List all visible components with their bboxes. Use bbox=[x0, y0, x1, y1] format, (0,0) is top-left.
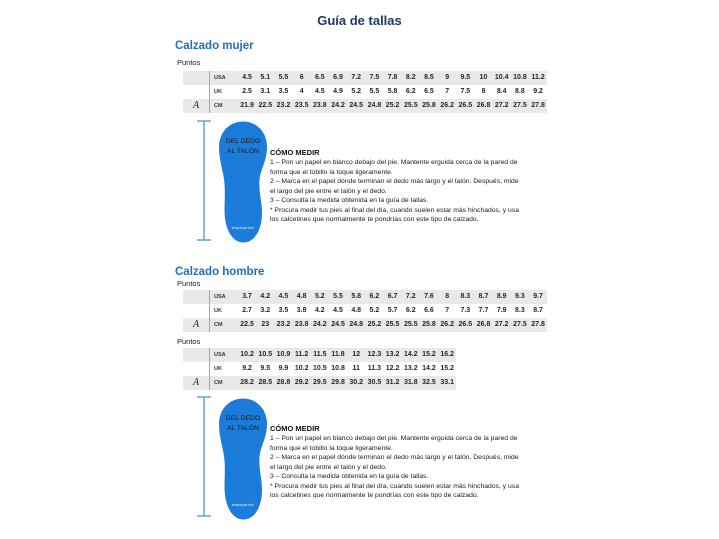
size-value: 31.2 bbox=[385, 379, 400, 386]
table-row bbox=[183, 376, 456, 390]
size-value: 30.2 bbox=[349, 379, 364, 386]
size-value: 3.1 bbox=[260, 88, 271, 95]
unit-label: UK bbox=[209, 85, 238, 99]
size-value: 27.8 bbox=[531, 102, 545, 109]
how-to-measure-title: CÓMO MEDIR bbox=[270, 424, 320, 433]
size-value: 4.9 bbox=[333, 88, 343, 95]
section-heading-men: Calzado hombre bbox=[175, 266, 265, 278]
size-value: 29.2 bbox=[294, 379, 309, 386]
size-value: 25.5 bbox=[403, 321, 418, 328]
size-value: 6.2 bbox=[405, 307, 416, 314]
footprint-measure-label bbox=[214, 137, 272, 156]
size-value: 12.2 bbox=[385, 365, 400, 372]
size-value: 11.8 bbox=[331, 351, 345, 358]
men-size-table-large bbox=[183, 348, 456, 390]
size-value: 9.9 bbox=[278, 365, 289, 372]
size-value: 8 bbox=[481, 88, 486, 95]
size-value: 26.8 bbox=[476, 321, 491, 328]
page-title: Guía de tallas bbox=[317, 13, 402, 28]
size-value: 26.8 bbox=[476, 102, 491, 109]
size-value: 6.5 bbox=[424, 88, 434, 95]
size-value: 24.2 bbox=[331, 102, 345, 109]
size-value: 24.8 bbox=[349, 321, 364, 328]
men-size-table-small bbox=[183, 290, 547, 332]
size-value: 8.7 bbox=[533, 307, 543, 314]
size-value: 5.8 bbox=[351, 293, 362, 300]
size-value: 23.5 bbox=[294, 102, 309, 109]
size-value: 9 bbox=[445, 74, 450, 81]
size-value: 14.2 bbox=[403, 351, 418, 358]
size-value: 9.3 bbox=[515, 293, 525, 300]
size-value: 28.5 bbox=[258, 379, 273, 386]
table-row bbox=[183, 362, 456, 376]
size-value: 21.9 bbox=[240, 102, 254, 109]
table-row bbox=[183, 71, 547, 85]
unit-label: USA bbox=[209, 71, 238, 85]
size-value: 22.5 bbox=[258, 102, 273, 109]
size-value: 5.5 bbox=[333, 293, 343, 300]
size-value: 7.6 bbox=[424, 293, 434, 300]
measure-a-label bbox=[183, 362, 209, 376]
size-value: 10.2 bbox=[240, 351, 254, 358]
unit-label: USA bbox=[209, 348, 238, 362]
size-value: 27.2 bbox=[494, 321, 509, 328]
size-value: 4.2 bbox=[260, 293, 271, 300]
size-value: 12.3 bbox=[367, 351, 382, 358]
size-value: 9.5 bbox=[260, 365, 271, 372]
text-line: AL TALÓN bbox=[227, 147, 259, 155]
unit-label: UK bbox=[209, 362, 238, 376]
size-value: 16.2 bbox=[440, 351, 454, 358]
size-value: 8.8 bbox=[515, 88, 525, 95]
text-line: DEL DEDO bbox=[225, 415, 261, 422]
size-value: 26.2 bbox=[440, 102, 454, 109]
unit-label: CM bbox=[209, 318, 238, 332]
women-size-table bbox=[183, 71, 547, 113]
how-to-measure-block bbox=[270, 148, 524, 225]
size-value: 8.3 bbox=[515, 307, 525, 314]
unit-label: USA bbox=[209, 290, 238, 304]
size-value: 10.2 bbox=[294, 365, 309, 372]
size-value: 29.5 bbox=[313, 379, 327, 386]
size-value: 7.9 bbox=[496, 307, 507, 314]
puntos-label: Puntos bbox=[177, 58, 201, 67]
size-value: 8.3 bbox=[460, 293, 471, 300]
size-value: 5.8 bbox=[387, 88, 398, 95]
size-value: 8.7 bbox=[478, 293, 489, 300]
size-value: 27.2 bbox=[494, 102, 509, 109]
size-value: 30.5 bbox=[367, 379, 382, 386]
measure-a-label: A bbox=[192, 319, 200, 330]
size-value: 8.2 bbox=[405, 74, 416, 81]
size-value: 7.2 bbox=[405, 293, 416, 300]
size-value: 8 bbox=[445, 293, 450, 300]
size-value: 26.2 bbox=[440, 321, 454, 328]
size-value: 7.5 bbox=[460, 88, 471, 95]
table-row bbox=[183, 99, 547, 113]
size-value: 3.2 bbox=[260, 307, 271, 314]
size-value: 23.2 bbox=[276, 102, 291, 109]
size-value: 12 bbox=[352, 351, 361, 358]
size-value: 3.5 bbox=[278, 307, 289, 314]
size-value: 11 bbox=[352, 365, 360, 372]
size-value: 31.8 bbox=[403, 379, 418, 386]
size-value: 23.8 bbox=[294, 321, 309, 328]
size-value: 25.5 bbox=[385, 321, 400, 328]
size-value: 8.5 bbox=[424, 74, 434, 81]
size-value: 6.5 bbox=[314, 74, 325, 81]
size-value: 3.5 bbox=[278, 88, 289, 95]
size-value: 10 bbox=[479, 74, 488, 81]
measure-a-label: A bbox=[192, 377, 200, 388]
size-value: 4.8 bbox=[351, 307, 362, 314]
brand-logo: deporprivé bbox=[232, 502, 254, 507]
measure-a-label bbox=[183, 304, 209, 318]
size-value: 7.8 bbox=[387, 74, 398, 81]
size-value: 13.2 bbox=[385, 351, 400, 358]
text-line: * Procura medir tus pies al final del día, cuando suelen estar más hinchados, y usa los calcetines que normalmente te pondrías con este tipo de calzado. bbox=[270, 482, 519, 499]
measure-a-label: A bbox=[192, 100, 200, 111]
size-value: 7 bbox=[445, 88, 450, 95]
size-value: 9.2 bbox=[533, 88, 543, 95]
measurement-line-icon bbox=[196, 396, 212, 517]
size-value: 6 bbox=[299, 74, 304, 81]
measure-a-label bbox=[183, 85, 209, 99]
size-value: 6.2 bbox=[369, 293, 380, 300]
size-value: 9.5 bbox=[460, 74, 471, 81]
size-value: 9.7 bbox=[533, 293, 543, 300]
size-value: 33.1 bbox=[440, 379, 454, 386]
text-line: DEL DEDO bbox=[225, 138, 261, 145]
size-value: 3.8 bbox=[296, 307, 307, 314]
puntos-label: Puntos bbox=[177, 337, 201, 346]
size-value: 23.8 bbox=[313, 102, 327, 109]
footprint-measure-label bbox=[214, 414, 272, 433]
size-value: 14.2 bbox=[422, 365, 436, 372]
size-value: 22.5 bbox=[240, 321, 254, 328]
size-value: 27.5 bbox=[513, 102, 527, 109]
size-value: 25.8 bbox=[422, 321, 436, 328]
size-value: 6.9 bbox=[333, 74, 343, 81]
size-value: 24.8 bbox=[367, 102, 382, 109]
how-to-measure-steps bbox=[270, 434, 524, 501]
size-value: 10.4 bbox=[494, 74, 509, 81]
size-value: 13.2 bbox=[403, 365, 418, 372]
size-value: 2.7 bbox=[242, 307, 252, 314]
how-to-measure-block bbox=[270, 424, 524, 501]
size-value: 10.5 bbox=[258, 351, 273, 358]
size-value: 32.5 bbox=[422, 379, 436, 386]
size-value: 10.8 bbox=[513, 74, 527, 81]
size-value: 9.2 bbox=[242, 365, 252, 372]
size-value: 11.5 bbox=[313, 351, 327, 358]
size-value: 25.2 bbox=[367, 321, 382, 328]
size-value: 5.5 bbox=[369, 88, 380, 95]
how-to-measure-steps bbox=[270, 158, 524, 225]
size-value: 5.2 bbox=[369, 307, 380, 314]
brand-logo: deporprivé bbox=[232, 225, 254, 230]
table-row bbox=[183, 85, 547, 99]
text-line: 3 – Consulta la medida obtenida en la guía de tallas. bbox=[270, 473, 429, 480]
table-row bbox=[183, 290, 547, 304]
size-value: 29.8 bbox=[331, 379, 345, 386]
size-value: 10.5 bbox=[313, 365, 327, 372]
size-value: 8.9 bbox=[496, 293, 507, 300]
footprint-diagram bbox=[214, 121, 272, 241]
unit-label: UK bbox=[209, 304, 238, 318]
size-value: 5.5 bbox=[278, 74, 289, 81]
unit-label: CM bbox=[209, 99, 238, 113]
size-value: 7 bbox=[445, 307, 450, 314]
size-value: 4.8 bbox=[296, 293, 307, 300]
size-value: 6.7 bbox=[387, 293, 398, 300]
text-line: AL TALÓN bbox=[227, 424, 259, 432]
size-value: 10.9 bbox=[276, 351, 291, 358]
how-to-measure-title: CÓMO MEDIR bbox=[270, 148, 320, 157]
size-value: 7.7 bbox=[478, 307, 489, 314]
section-heading-women: Calzado mujer bbox=[175, 40, 254, 52]
size-value: 28.8 bbox=[276, 379, 291, 386]
size-value: 11.2 bbox=[531, 74, 545, 81]
measure-a-label bbox=[183, 71, 209, 85]
size-value: 26.5 bbox=[458, 102, 473, 109]
measure-a-label bbox=[183, 348, 209, 362]
size-value: 2.5 bbox=[242, 88, 252, 95]
size-value: 5.7 bbox=[387, 307, 398, 314]
puntos-label: Puntos bbox=[177, 279, 201, 288]
size-value: 26.5 bbox=[458, 321, 473, 328]
size-value: 23 bbox=[261, 321, 270, 328]
size-value: 7.2 bbox=[351, 74, 362, 81]
table-row bbox=[183, 304, 547, 318]
size-value: 10.8 bbox=[331, 365, 345, 372]
table-row bbox=[183, 318, 547, 332]
text-line: 2 – Marca en el papel dónde terminan el dedo más largo y el talón. Después, mide el largo del pie entre el talón y el dedo. bbox=[270, 454, 519, 471]
size-value: 15.2 bbox=[422, 351, 436, 358]
text-line: 1 – Pon un papel en blanco debajo del pie. Mantente erguida cerca de la pared de forma que el tobillo la toque ligeramente. bbox=[270, 435, 518, 452]
size-value: 6.2 bbox=[405, 88, 416, 95]
size-value: 15.2 bbox=[440, 365, 454, 372]
size-value: 5.2 bbox=[351, 88, 362, 95]
size-value: 11.2 bbox=[295, 351, 309, 358]
size-value: 11.3 bbox=[367, 365, 382, 372]
unit-label: CM bbox=[209, 376, 238, 390]
size-value: 28.2 bbox=[240, 379, 254, 386]
size-value: 4 bbox=[299, 88, 304, 95]
text-line: 3 – Consulta la medida obtenida en la guía de tallas. bbox=[270, 197, 429, 204]
size-value: 7.3 bbox=[460, 307, 471, 314]
size-value: 24.5 bbox=[349, 102, 364, 109]
size-value: 4.5 bbox=[333, 307, 343, 314]
size-value: 8.4 bbox=[496, 88, 507, 95]
size-value: 25.5 bbox=[403, 102, 418, 109]
text-line: 1 – Pon un papel en blanco debajo del pie. Mantente erguida cerca de la pared de forma que el tobillo la toque ligeramente. bbox=[270, 159, 518, 176]
size-value: 6.6 bbox=[424, 307, 434, 314]
size-value: 24.5 bbox=[331, 321, 345, 328]
measurement-line-icon bbox=[196, 120, 212, 241]
measure-a-label bbox=[183, 290, 209, 304]
footprint-diagram bbox=[214, 398, 272, 518]
size-value: 4.5 bbox=[242, 74, 252, 81]
size-value: 27.8 bbox=[531, 321, 545, 328]
text-line: 2 – Marca en el papel dónde terminan el dedo más largo y el talón. Después, mide el largo del pie entre el talón y el dedo. bbox=[270, 178, 519, 195]
size-value: 4.2 bbox=[314, 307, 325, 314]
size-value: 4.5 bbox=[314, 88, 325, 95]
size-value: 24.2 bbox=[313, 321, 327, 328]
size-value: 5.2 bbox=[314, 293, 325, 300]
size-value: 4.5 bbox=[278, 293, 289, 300]
table-row bbox=[183, 348, 456, 362]
size-value: 25.2 bbox=[385, 102, 400, 109]
size-value: 3.7 bbox=[242, 293, 252, 300]
text-line: * Procura medir tus pies al final del día, cuando suelen estar más hinchados, y usa los calcetines que normalmente te pondrías con este tipo de calzado. bbox=[270, 206, 519, 223]
size-value: 5.1 bbox=[260, 74, 271, 81]
size-value: 27.5 bbox=[513, 321, 527, 328]
size-value: 25.8 bbox=[422, 102, 436, 109]
size-value: 7.5 bbox=[369, 74, 380, 81]
size-value: 23.2 bbox=[276, 321, 291, 328]
